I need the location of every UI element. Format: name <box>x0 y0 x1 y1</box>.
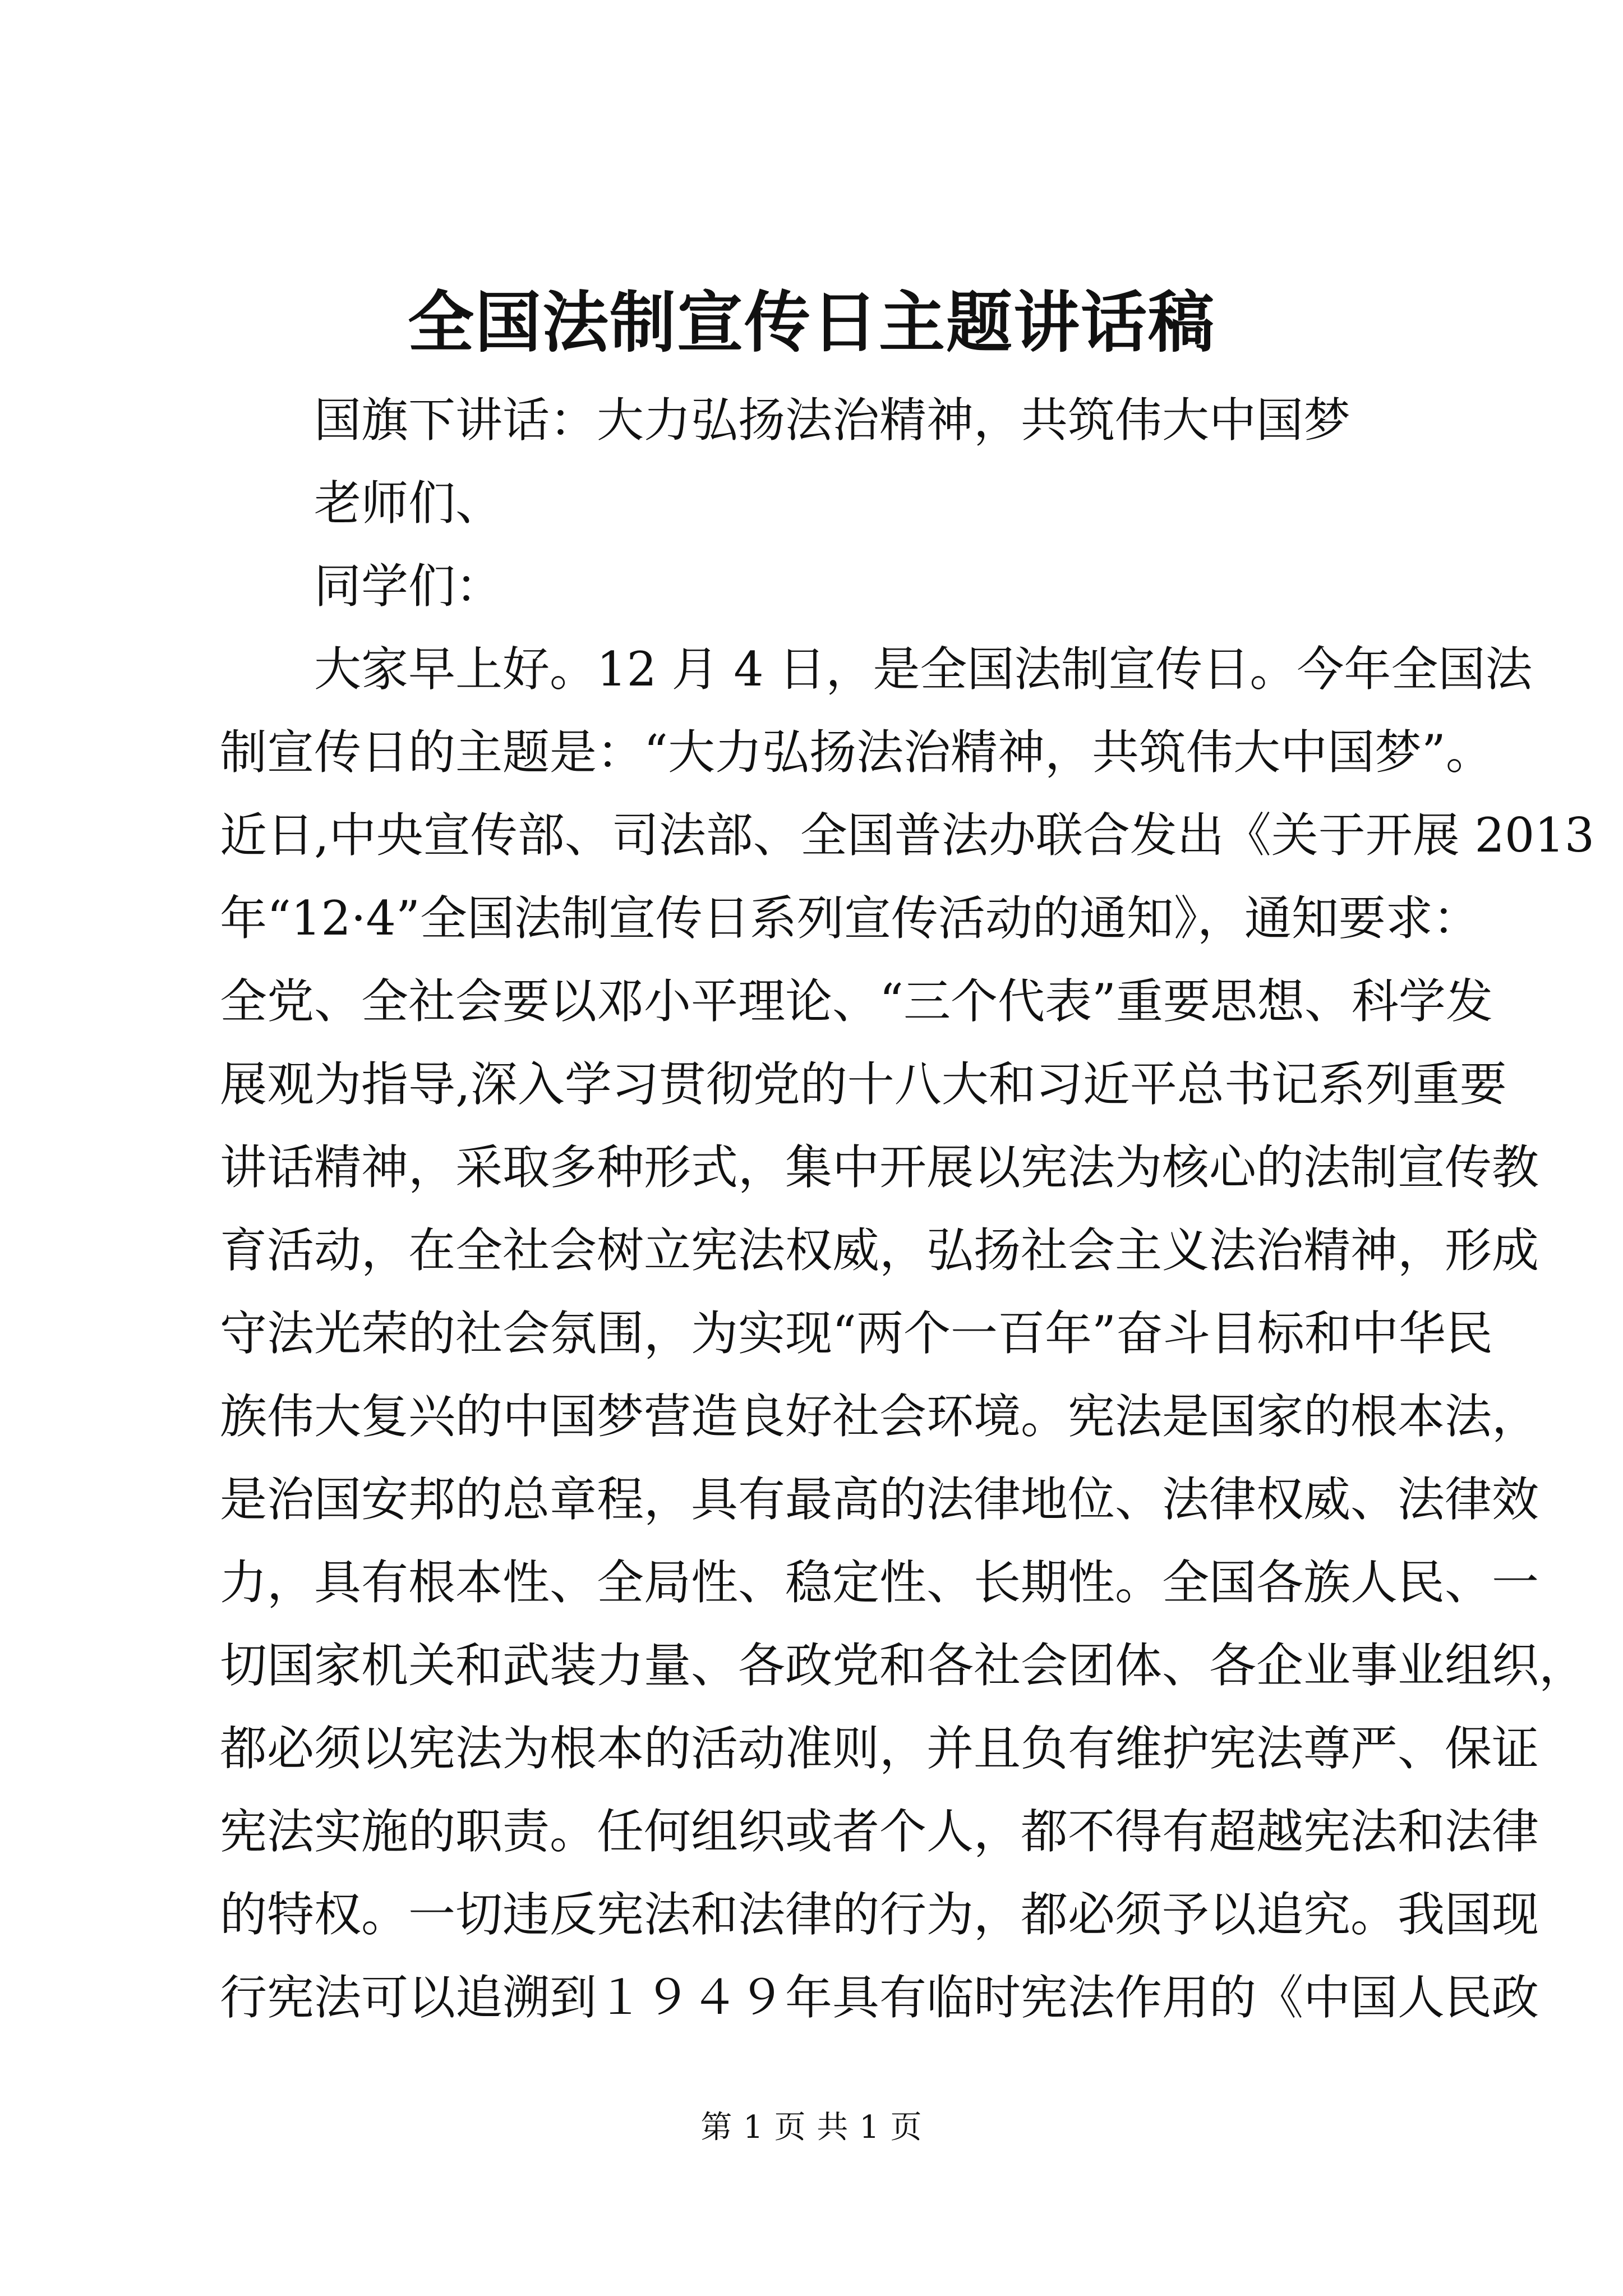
paragraph-line: 讲话精神，采取多种形式，集中开展以宪法为核心的法制宣传教 <box>220 1140 1539 1195</box>
paragraph-line: 展观为指导,深入学习贯彻党的十八大和习近平总书记系列重要 <box>220 1057 1507 1112</box>
paragraph-line: 宪法实施的职责。任何组织或者个人，都不得有超越宪法和法律 <box>220 1804 1539 1859</box>
paragraph-line: 育活动，在全社会树立宪法权威，弘扬社会主义法治精神，形成 <box>220 1223 1539 1278</box>
paragraph-line: 制宣传日的主题是：“大力弘扬法治精神，共筑伟大中国梦”。 <box>220 725 1493 780</box>
paragraph-line: 行宪法可以追溯到１９４９年具有临时宪法作用的《中国人民政 <box>220 1970 1539 2025</box>
document-title: 全国法制宣传日主题讲话稿 <box>407 283 1215 361</box>
paragraph-line: 全党、全社会要以邓小平理论、“三个代表”重要思想、科学发 <box>220 974 1493 1029</box>
paragraph-line: 年“12·4”全国法制宣传日系列宣传活动的通知》，通知要求： <box>220 891 1480 946</box>
paragraph-line: 守法光荣的社会氛围，为实现“两个一百年”奋斗目标和中华民 <box>220 1306 1493 1361</box>
paragraph-line: 都必须以宪法为根本的活动准则，并且负有维护宪法尊严、保证 <box>220 1721 1539 1776</box>
paragraph-line: 是治国安邦的总章程，具有最高的法律地位、法律权威、法律效 <box>220 1472 1539 1527</box>
paragraph-line: 大家早上好。12 月 4 日，是全国法制宣传日。今年全国法 <box>314 642 1533 697</box>
paragraph-line: 的特权。一切违反宪法和法律的行为，都必须予以追究。我国现 <box>220 1887 1539 1942</box>
paragraph-line: 近日,中央宣传部、司法部、全国普法办联合发出《关于开展 2013 <box>220 808 1595 863</box>
salutation-line-students: 同学们： <box>314 559 503 614</box>
salutation-line-teachers: 老师们、 <box>314 476 503 531</box>
paragraph-line: 族伟大复兴的中国梦营造良好社会环境。宪法是国家的根本法， <box>220 1389 1539 1444</box>
paragraph-line: 力，具有根本性、全局性、稳定性、长期性。全国各族人民、一 <box>220 1555 1539 1610</box>
page-number-footer: 第 1 页 共 1 页 <box>700 2109 923 2146</box>
paragraph-line: 切国家机关和武装力量、各政党和各社会团体、各企业事业组织， <box>220 1638 1587 1693</box>
speech-heading-line: 国旗下讲话：大力弘扬法治精神，共筑伟大中国梦 <box>314 393 1351 448</box>
document-body <box>220 379 1595 2039</box>
